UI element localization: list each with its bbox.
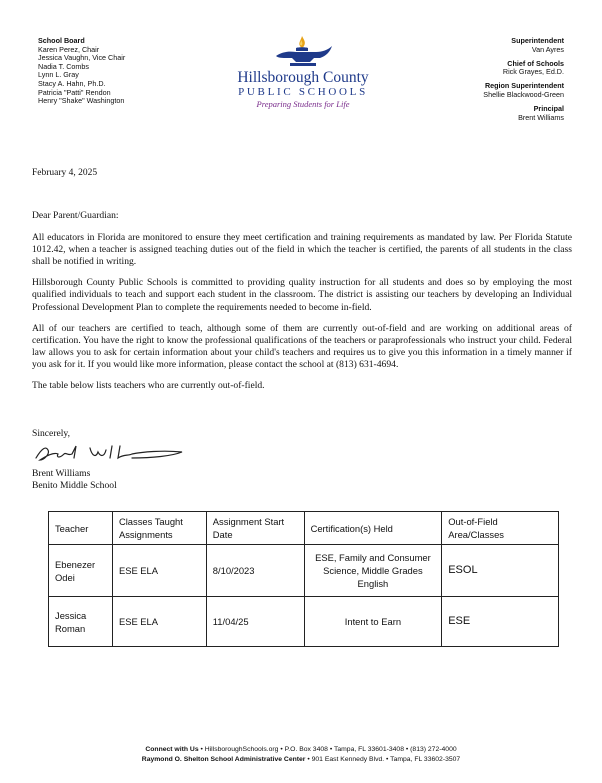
- footer-line: [0, 755, 602, 765]
- footer-line: [0, 745, 602, 755]
- district-tagline: Preparing Students for Life: [256, 99, 350, 109]
- board-member: Patricia "Patti" Rendon: [38, 87, 111, 97]
- column-header: Out-of-Field Area/Classes: [442, 512, 559, 545]
- official-title: Region Superintendent: [484, 81, 564, 91]
- lamp-of-learning-icon: [268, 34, 338, 68]
- table-cell: Jessica Roman: [49, 597, 113, 647]
- district-name: Hillsborough County: [237, 69, 369, 86]
- official-title: Chief of Schools: [507, 58, 564, 68]
- table-cell: ESE ELA: [112, 597, 206, 647]
- official-name: Rick Grayes, Ed.D.: [502, 67, 564, 77]
- footer-label: Raymond O. Shelton School Administrative Center: [141, 756, 306, 763]
- table-header-row: [49, 512, 559, 545]
- signer-name: Brent Williams: [32, 468, 91, 479]
- paragraph: Hillsborough County Public Schools is committed to providing quality instruction for all students and does so by employing the most qualified individuals to teach and support each student in the classroom. The district is assisting our teachers by developing an Individual Professional Development Plan to complete the requirements needed to become in-field.: [32, 277, 572, 313]
- column-header: Classes Taught Assignments: [112, 512, 206, 545]
- table-row: [49, 545, 559, 597]
- board-member: Stacy A. Hahn, Ph.D.: [38, 78, 106, 88]
- table-cell: ESE: [442, 597, 559, 647]
- footer-address: • 901 East Kennedy Blvd. • Tampa, FL 33602-3507: [305, 756, 461, 763]
- out-of-field-table: [48, 511, 559, 647]
- paragraph: All of our teachers are certified to teach, although some of them are currently out-of-field and are working on additional areas of certification. You have the right to know the professional qualifications of the teachers or paraprofessionals who instruct your child. Federal law allows you to ask for certain information about your child's teachers and requires us to give you this information in a timely manner if you ask for it. If you would like more information, please contact the school at (813) 631-4694.: [32, 322, 572, 370]
- table-cell: Intent to Earn: [304, 597, 442, 647]
- signer-school: Benito Middle School: [32, 480, 117, 491]
- table-row: [49, 597, 559, 647]
- footer-contact: • HillsboroughSchools.org • P.O. Box 3408 • Tampa, FL 33601-3408 • (813) 272-4000: [198, 746, 457, 753]
- board-member: Henry "Shake" Washington: [38, 96, 125, 106]
- board-member: Nadia T. Combs: [38, 61, 89, 71]
- official-name: Shellie Blackwood-Green: [483, 89, 564, 99]
- handwritten-signature: [32, 442, 192, 464]
- footer-label: Connect with Us: [145, 746, 199, 753]
- official-name: Brent Williams: [518, 112, 564, 122]
- closing: Sincerely,: [32, 428, 71, 439]
- signature-block: [32, 428, 192, 492]
- official-block: [483, 105, 564, 122]
- column-header: Assignment Start Date: [206, 512, 304, 545]
- official-block: [483, 37, 564, 54]
- board-member: Lynn L. Gray: [38, 70, 79, 80]
- school-board-list: [38, 37, 125, 106]
- official-block: [483, 82, 564, 99]
- page-footer: [0, 745, 602, 765]
- letter-date: February 4, 2025: [32, 168, 98, 178]
- official-title: Superintendent: [511, 36, 564, 45]
- table-cell: ESE ELA: [112, 545, 206, 597]
- officials-list: [483, 37, 564, 128]
- table-cell: Ebenezer Odei: [49, 545, 113, 597]
- table-cell: ESOL: [442, 545, 559, 597]
- column-header: Teacher: [49, 512, 113, 545]
- letter-body: [32, 210, 572, 401]
- paragraph: The table below lists teachers who are currently out-of-field.: [32, 380, 265, 392]
- board-title: School Board: [38, 36, 85, 45]
- table-cell: ESE, Family and Consumer Science, Middle Grades English: [304, 545, 442, 597]
- official-block: [483, 60, 564, 77]
- district-logo: [218, 34, 388, 110]
- official-title: Principal: [533, 104, 564, 114]
- column-header: Certification(s) Held: [304, 512, 442, 545]
- district-subtitle: PUBLIC SCHOOLS: [238, 86, 368, 98]
- board-member: Jessica Vaughn, Vice Chair: [38, 53, 126, 63]
- table-cell: 8/10/2023: [206, 545, 304, 597]
- paragraph: All educators in Florida are monitored to ensure they meet certification and training requirements as mandated by law. Per Florida Statute 1012.42, when a teacher is assigned teaching duties out of the field in which the teacher is certified, the parents of all students in the class shall be notified in writing.: [32, 232, 572, 268]
- board-member: Karen Perez, Chair: [38, 44, 100, 54]
- salutation: Dear Parent/Guardian:: [32, 210, 119, 221]
- official-name: Van Ayres: [531, 44, 564, 54]
- table-cell: 11/04/25: [206, 597, 304, 647]
